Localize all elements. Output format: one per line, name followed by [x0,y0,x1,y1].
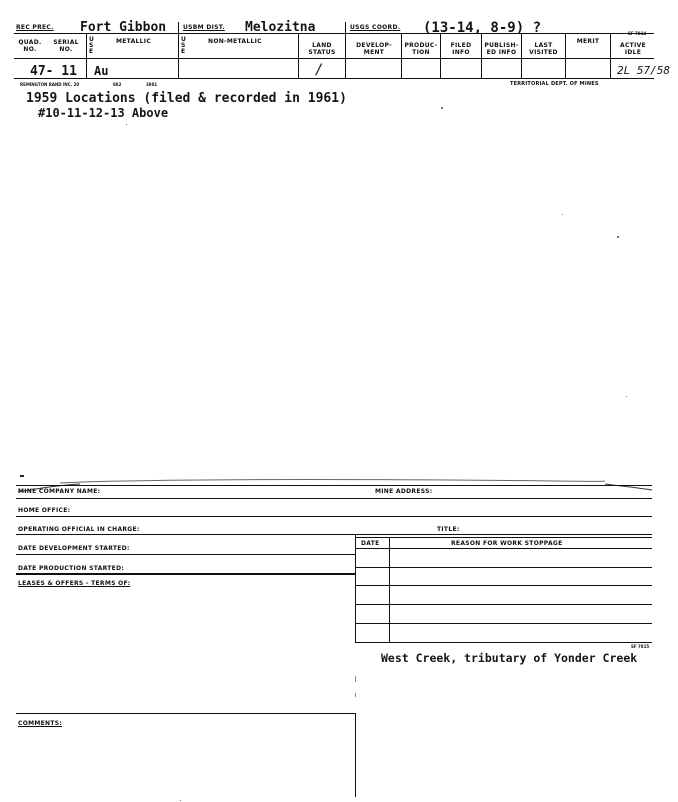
rule [16,516,652,517]
col-metallic: METALLIC [116,38,152,45]
rule [16,485,652,486]
mine-company-name-label: MINE COMPANY NAME: [18,488,101,495]
header-bottom-rule [14,78,654,79]
col-development: DEVELOP- MENT [356,42,392,56]
usbm-dist-label: USBM DIST. [183,24,225,31]
scan-mark [355,676,356,682]
imprint-department: TERRITORIAL DEPT. OF MINES [510,81,599,87]
col-active-idle: ACTIVE IDLE [620,42,646,56]
metallic-value: Au [94,64,109,78]
title-label: TITLE: [437,526,460,533]
rule [355,585,652,586]
note-line-2: #10-11-12-13 Above [38,106,169,120]
col-filed-info: FILED INFO [450,42,472,56]
scan-speck [126,124,127,125]
scan-speck [441,107,443,109]
col-use-non-metallic: U S E [181,36,187,55]
home-office-label: HOME OFFICE: [18,507,71,514]
col-land-status: LAND STATUS [308,42,336,56]
col-quad-no: QUAD. NO. [18,39,42,53]
header-divider [345,22,346,34]
rule [16,573,355,575]
note-line-1: 1959 Locations (filed & recorded in 1961) [26,91,347,106]
rule [355,567,652,568]
col-divider [440,34,441,78]
form-number-lower: SF 7815 [631,644,650,649]
col-production: PRODUC- TION [404,42,438,56]
imprint-code: 3801 [146,82,158,87]
card-edge-lines [0,470,678,494]
scan-mark [355,693,356,697]
rule [16,713,355,714]
date-column-header: DATE [361,540,380,547]
col-divider [86,34,87,78]
col-use-metallic: U S E [89,36,95,55]
rule [355,548,652,549]
scan-speck [180,800,181,801]
scan-speck [626,396,627,397]
col-divider [178,34,179,78]
scan-speck [562,214,563,215]
rec-prec-label: REC PREC. [16,24,54,31]
usgs-coord-value: (13-14, 8-9) ? [423,20,542,36]
rule [16,498,652,499]
stoppage-table-divider [389,537,390,642]
col-serial-no: SERIAL NO. [53,39,79,53]
rule [355,642,652,643]
rule [355,604,652,605]
rule [16,534,652,535]
land-status-value: / [315,62,324,78]
reason-column-header: REASON FOR WORK STOPPAGE [451,540,563,547]
col-divider [521,34,522,78]
imprint-maker: REMINGTON RAND INC. 20 [20,82,80,87]
mine-address-label: MINE ADDRESS: [375,488,433,495]
header-mid-rule [14,58,654,59]
usbm-dist-value: Melozitna [245,20,316,35]
col-divider [610,34,611,78]
rule [16,554,355,555]
stoppage-table-border [355,534,356,642]
col-divider [401,34,402,78]
rule [355,537,652,538]
col-merit: MERIT [576,38,600,45]
quad-serial-value: 47- 11 [30,64,77,79]
rule [355,623,652,624]
operating-official-label: OPERATING OFFICIAL IN CHARGE: [18,526,140,533]
leases-offers-label: LEASES & OFFERS - TERMS OF: [18,580,131,587]
comments-label: COMMENTS: [18,720,63,727]
date-production-started-label: DATE PRODUCTION STARTED: [18,565,125,572]
col-divider [298,34,299,78]
col-published-info: PUBLISH- ED INFO [484,42,519,56]
form-number: SF 7814 [628,31,647,36]
col-last-visited: LAST VISITED [529,42,558,56]
scan-speck [617,236,619,238]
header-divider [178,22,179,34]
col-divider [481,34,482,78]
col-non-metallic: NON-METALLIC [208,38,262,45]
date-development-started-label: DATE DEVELOPMENT STARTED: [18,545,130,552]
rec-prec-value: Fort Gibbon [80,20,167,35]
imprint-code: 882 [113,82,122,87]
comments-border [355,713,356,797]
col-divider [565,34,566,78]
location-note: West Creek, tributary of Yonder Creek [381,651,638,665]
col-divider [345,34,346,78]
active-idle-value: 2L 57/58 [617,64,670,77]
usgs-coord-label: USGS COORD. [350,24,401,31]
